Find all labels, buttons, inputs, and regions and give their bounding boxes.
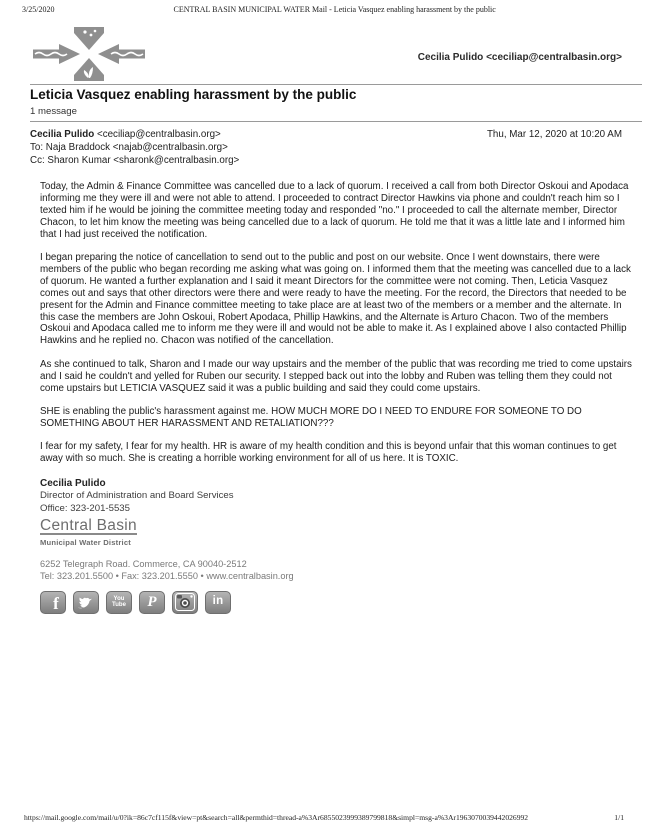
facebook-icon[interactable]: f <box>40 591 66 614</box>
signature-office-phone: Office: 323-201-5535 <box>40 502 130 514</box>
signature-name: Cecilia Pulido <box>40 478 106 490</box>
signature-brand-subtitle: Municipal Water District <box>40 537 132 547</box>
body-paragraph: As she continued to talk, Sharon and I made our way upstairs and the member of the public that was recording me tried to come upstairs and I said he couldn't and yelled for Ruben our security. I stepped back out into the lobby and Ruben was telling them they could not come upstairs but LETICIA VASQUEZ said it was a public building and said they could come upstairs. <box>40 358 632 394</box>
print-page-indicator: 1/1 <box>614 813 624 822</box>
email-meta <box>30 128 622 168</box>
signature-job-title: Director of Administration and Board Services <box>40 490 234 502</box>
email-body <box>40 181 632 614</box>
body-paragraph: Today, the Admin & Finance Committee was cancelled due to a lack of quorum. I received a call from both Director Oskoui and Apodaca informing me they were ill and were not able to attend. I proceeded to contract Director Hawkins via phone and couldn't reach him so I texted him if he would be joining the committee meeting today and responded "no." I proceeded to call the alternate member, Director Chacon, to let him know the meeting was being cancelled due to a lack of quorum. He told me that it was a little late and I informed him that I had just received the notification. <box>40 181 629 240</box>
signature-contact-line: Tel: 323.201.5500 • Fax: 323.201.5550 • www.centralbasin.org <box>40 570 294 581</box>
message-count: 1 message <box>30 106 77 117</box>
youtube-icon[interactable]: You Tube <box>106 591 132 614</box>
from-email: <ceciliap@centralbasin.org> <box>96 129 221 140</box>
signature-brand-wordmark: Central Basin <box>40 517 137 535</box>
twitter-bird-glyph <box>77 595 95 610</box>
print-footer-url: https://mail.google.com/mail/u/0?ik=86c7cf115f&view=pt&search=all&permthid=thread-a%3Ar6855023999389799818&simpl=msg-a%3Ar1963070039442026992 <box>24 813 529 822</box>
central-basin-logo <box>33 27 145 81</box>
to-line: To: Naja Braddock <najab@centralbasin.org> <box>30 142 228 154</box>
email-date: Thu, Mar 12, 2020 at 10:20 AM <box>486 129 622 140</box>
print-header <box>0 5 650 19</box>
body-paragraph: SHE is enabling the public's harassment against me. HOW MUCH MORE DO I NEED TO ENDURE FOR SOMEONE TO DO SOMETHING ABOUT HER HARASSMENT AND RETALIATION??? <box>40 406 582 429</box>
twitter-icon[interactable] <box>73 591 99 614</box>
instagram-icon[interactable] <box>172 591 198 614</box>
pinterest-icon[interactable]: P <box>139 591 165 614</box>
social-icons-row <box>40 591 632 614</box>
account-sender: Cecilia Pulido <ceciliap@centralbasin.org> <box>417 52 622 63</box>
body-paragraph: I fear for my safety, I fear for my health. HR is aware of my health condition and this is beyond unfair that this woman continues to get away with so much. She is creating a horrible working environment for all of us here. It is TOXIC. <box>40 441 617 465</box>
print-date: 3/25/2020 <box>22 5 55 14</box>
body-paragraph: I began preparing the notice of cancellation to send out to the public and post on our website. Once I went downstairs, there were members of the public who began recording me asking what was going on. I informed them that the meeting was cancelled due to a lack of quorum. He wanted a further explanation and I said it meant Directors for the committee were not coming. Then, Leticia Vasquez comes out and says that other directors were there and were ready to have the meeting. For the record, the Directors that needed to be present for the Admin and Finance committee meeting to take place are at least two of the members or a member and the alternate. In this case the members are John Oskoui, Robert Apodaca, Phillip Hawkins, and the Alternate is Arturo Chacon. Two of the members Oskoui and Apodaca called me to inform me they were ill and would not be able to make it. As I explained above I also contacted Phillip Hawkins and he replied no. Chacon was notified of the cancellation. <box>40 252 631 347</box>
divider <box>30 121 642 122</box>
from-name: Cecilia Pulido <box>30 129 95 140</box>
linkedin-icon[interactable]: in <box>205 591 231 614</box>
from-row <box>30 128 622 141</box>
email-subject: Leticia Vasquez enabling harassment by the public <box>30 87 357 102</box>
instagram-camera-glyph <box>175 593 195 611</box>
print-title: CENTRAL BASIN MUNICIPAL WATER Mail - Leticia Vasquez enabling harassment by the public <box>173 5 496 14</box>
divider <box>30 84 642 85</box>
signature-address: 6252 Telegraph Road. Commerce, CA 90040-2512 <box>40 558 247 569</box>
cc-line: Cc: Sharon Kumar <sharonk@centralbasin.org> <box>30 155 240 167</box>
from-address <box>30 128 221 141</box>
